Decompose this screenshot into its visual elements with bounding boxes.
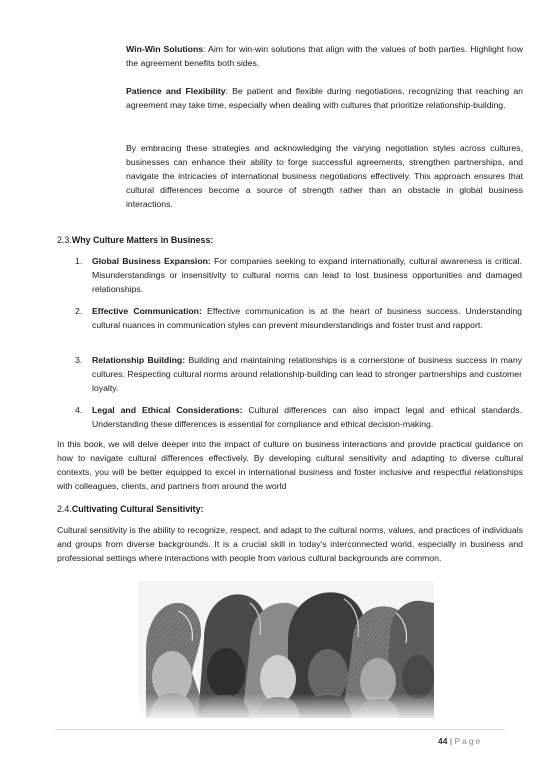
win-win-label: Win-Win Solutions <box>126 44 204 54</box>
list-item-body <box>92 304 522 332</box>
footer-separator: | <box>449 736 453 746</box>
section-2-4-paragraph: Cultural sensitivity is the ability to recognize, respect, and adapt to the cultural norms, values, and practices of individuals and groups from diverse backgrounds. It is a crucial skill in today's interconnected world, especially in business and professional settings where interactions with people from various cultural backgrounds are common. <box>57 525 523 563</box>
list-item-number: 4. <box>75 405 83 415</box>
section-2-3-heading <box>57 234 213 247</box>
list-item-label: Global Business Expansion: <box>92 256 211 266</box>
win-win-text: : Aim for win-win solutions that align with the values of both parties. Highlight how the agreement benefits both sides. <box>126 44 523 68</box>
patience-text: : Be patient and flexible during negotiations, recognizing that reaching an agreement may take time, especially when dealing with cultures that prioritize relationship-building. <box>126 86 523 110</box>
list-item-text: Cultural differences can also impact legal and ethical standards. Understanding these differences is essential for compliance and ethical decision-making. <box>92 405 522 429</box>
list-item-body <box>92 403 522 431</box>
section-2-4-heading <box>57 503 203 516</box>
list-item-body <box>92 353 522 395</box>
page-label: Page <box>454 736 483 746</box>
section-2-3-number: 2.3. <box>57 235 72 245</box>
section-2-4-number: 2.4. <box>57 504 72 514</box>
page-footer <box>438 735 482 747</box>
page-number: 44 <box>438 736 448 746</box>
list-item-label: Relationship Building: <box>92 355 186 365</box>
footer-divider <box>55 729 505 730</box>
list-item-body <box>92 254 522 296</box>
closing-paragraph: In this book, we will delve deeper into the impact of culture on business interactions and provide practical guidance on how to navigate cultural differences effectively. By developing cultural sensitivity and adapting to diverse cultural contexts, you will be better equipped to excel in international business and foster inclusive and respectful relationships with colleagues, clients, and partners from around the world <box>57 439 523 491</box>
list-item-number: 3. <box>75 355 83 365</box>
section-2-4-title: Cultivating Cultural Sensitivity: <box>71 504 204 514</box>
diverse-people-illustration <box>138 581 434 718</box>
patience-label: Patience and Flexibility <box>126 86 226 96</box>
list-item-label: Effective Communication: <box>92 306 202 316</box>
section-2-3-title: Why Culture Matters in Business: <box>71 235 214 245</box>
win-win-paragraph <box>126 42 523 70</box>
patience-paragraph <box>126 84 523 112</box>
summary-paragraph: By embracing these strategies and acknowledging the varying negotiation styles across cultures, businesses can enhance their ability to forge successful agreements, strengthen partnerships, and navigate the intricacies of international business negotiations effectively. This approach ensures that cultural differences become a source of strength rather than an obstacle in global business interactions. <box>126 143 523 209</box>
list-item-number: 1. <box>75 256 83 266</box>
list-item-text: For companies seeking to expand internationally, cultural awareness is critical. Misunderstandings or insensitivity to cultural norms can lead to lost business opportunities and damaged relationships. <box>92 256 522 294</box>
list-item-text: Effective communication is at the heart of business success. Understanding cultural nuances in communication styles can prevent misunderstandings and foster trust and rapport. <box>92 306 523 330</box>
list-item-number: 2. <box>75 306 83 316</box>
list-item-text: Building and maintaining relationships is a cornerstone of business success in many cultures. Respecting cultural norms around relationship-building can lead to stronger partnerships and customer loyalty. <box>92 355 522 393</box>
list-item-label: Legal and Ethical Considerations: <box>92 405 243 415</box>
